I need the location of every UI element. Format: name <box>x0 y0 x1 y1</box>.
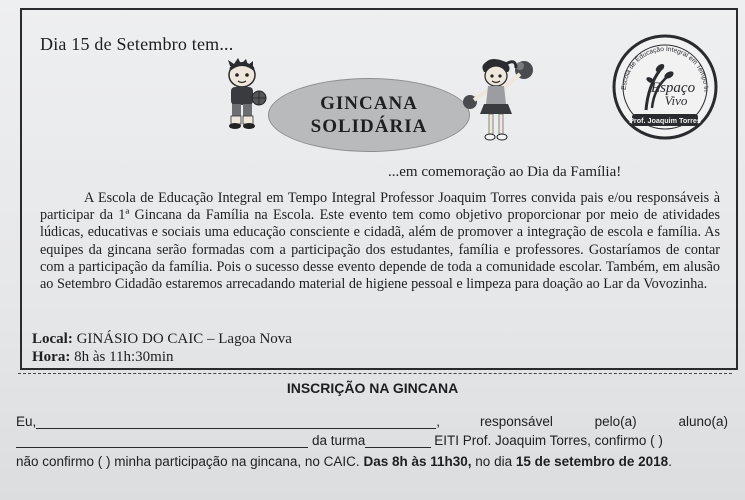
logo-ring-text: Escola de Educação Integral em Tempo In <box>620 45 710 92</box>
hora-value: 8h às 11h:30min <box>74 349 174 365</box>
form-hours: Das 8h às 11h30, <box>363 454 472 469</box>
form-title: INSCRIÇÃO NA GINCANA <box>286 380 459 396</box>
name-blank-field[interactable] <box>36 414 436 429</box>
form-no-dia: no dia <box>475 454 513 469</box>
form-word-pelo: pelo(a) <box>594 414 637 429</box>
event-location <box>32 330 292 348</box>
date-line: Dia 15 de Setembro tem... <box>40 34 234 54</box>
form-period: . <box>668 454 672 469</box>
form-confirm-text: EITI Prof. Joaquim Torres, confirmo ( ) <box>434 433 663 448</box>
gincana-title-badge <box>268 78 470 152</box>
invitation-paragraph: A Escola de Educação Integral em Tempo Integral Professor Joaquim Torres convida pais e/ou responsáveis à participar da 1ª Gincana da Família na Escola. Este evento tem como objetivo proporcionar por meio de atividades lúdicas, educativas e sociais uma educação consciente e cidadã, além de promover a integração de escola e família. As equipes da gincana serão formadas com a participação dos estudantes, família e professores. Gostaríamos de contar com a participação da família. Pois o sucesso desse evento depende de toda a comunidade escolar. Também, em alusão ao Setembro Cidadão estaremos arrecadando material de higiene pessoal e limpeza para doação ao Lar da Vovozinha. <box>40 190 720 293</box>
event-time <box>32 348 174 366</box>
form-word-responsavel: responsável <box>480 414 553 429</box>
form-line1-words <box>480 414 728 429</box>
title-line-2: SOLIDÁRIA <box>310 116 428 137</box>
form-line-2 <box>16 433 728 448</box>
local-label: Local: <box>32 331 73 347</box>
school-logo <box>612 34 718 140</box>
form-date: 15 de setembro de 2018 <box>515 454 669 469</box>
class-blank-field[interactable] <box>365 433 431 448</box>
form-comma: , <box>436 414 441 429</box>
cheerleader-girl-illustration <box>462 58 536 148</box>
logo-word-vivo: Vivo <box>664 93 688 108</box>
local-value: GINÁSIO DO CAIC – Lagoa Nova <box>76 331 292 347</box>
cut-line <box>18 373 732 374</box>
logo-word-espaco: Espaço <box>650 80 696 96</box>
hora-label: Hora: <box>32 349 71 365</box>
form-turma-label: da turma <box>312 433 366 448</box>
form-line-1 <box>16 414 728 429</box>
logo-bottom-text: Prof. Joaquim Torres <box>629 116 701 125</box>
form-not-confirm-text: não confirmo ( ) minha participação na gincana, no CAIC. <box>16 454 360 469</box>
student-name-blank-field[interactable] <box>16 433 308 448</box>
form-word-aluno: aluno(a) <box>678 414 728 429</box>
boy-with-ball-illustration <box>218 58 270 130</box>
form-eu-label: Eu, <box>16 414 37 429</box>
subtitle: ...em comemoração ao Dia da Família! <box>388 164 622 180</box>
form-line-3 <box>16 454 728 469</box>
title-line-1: GINCANA <box>320 93 418 114</box>
